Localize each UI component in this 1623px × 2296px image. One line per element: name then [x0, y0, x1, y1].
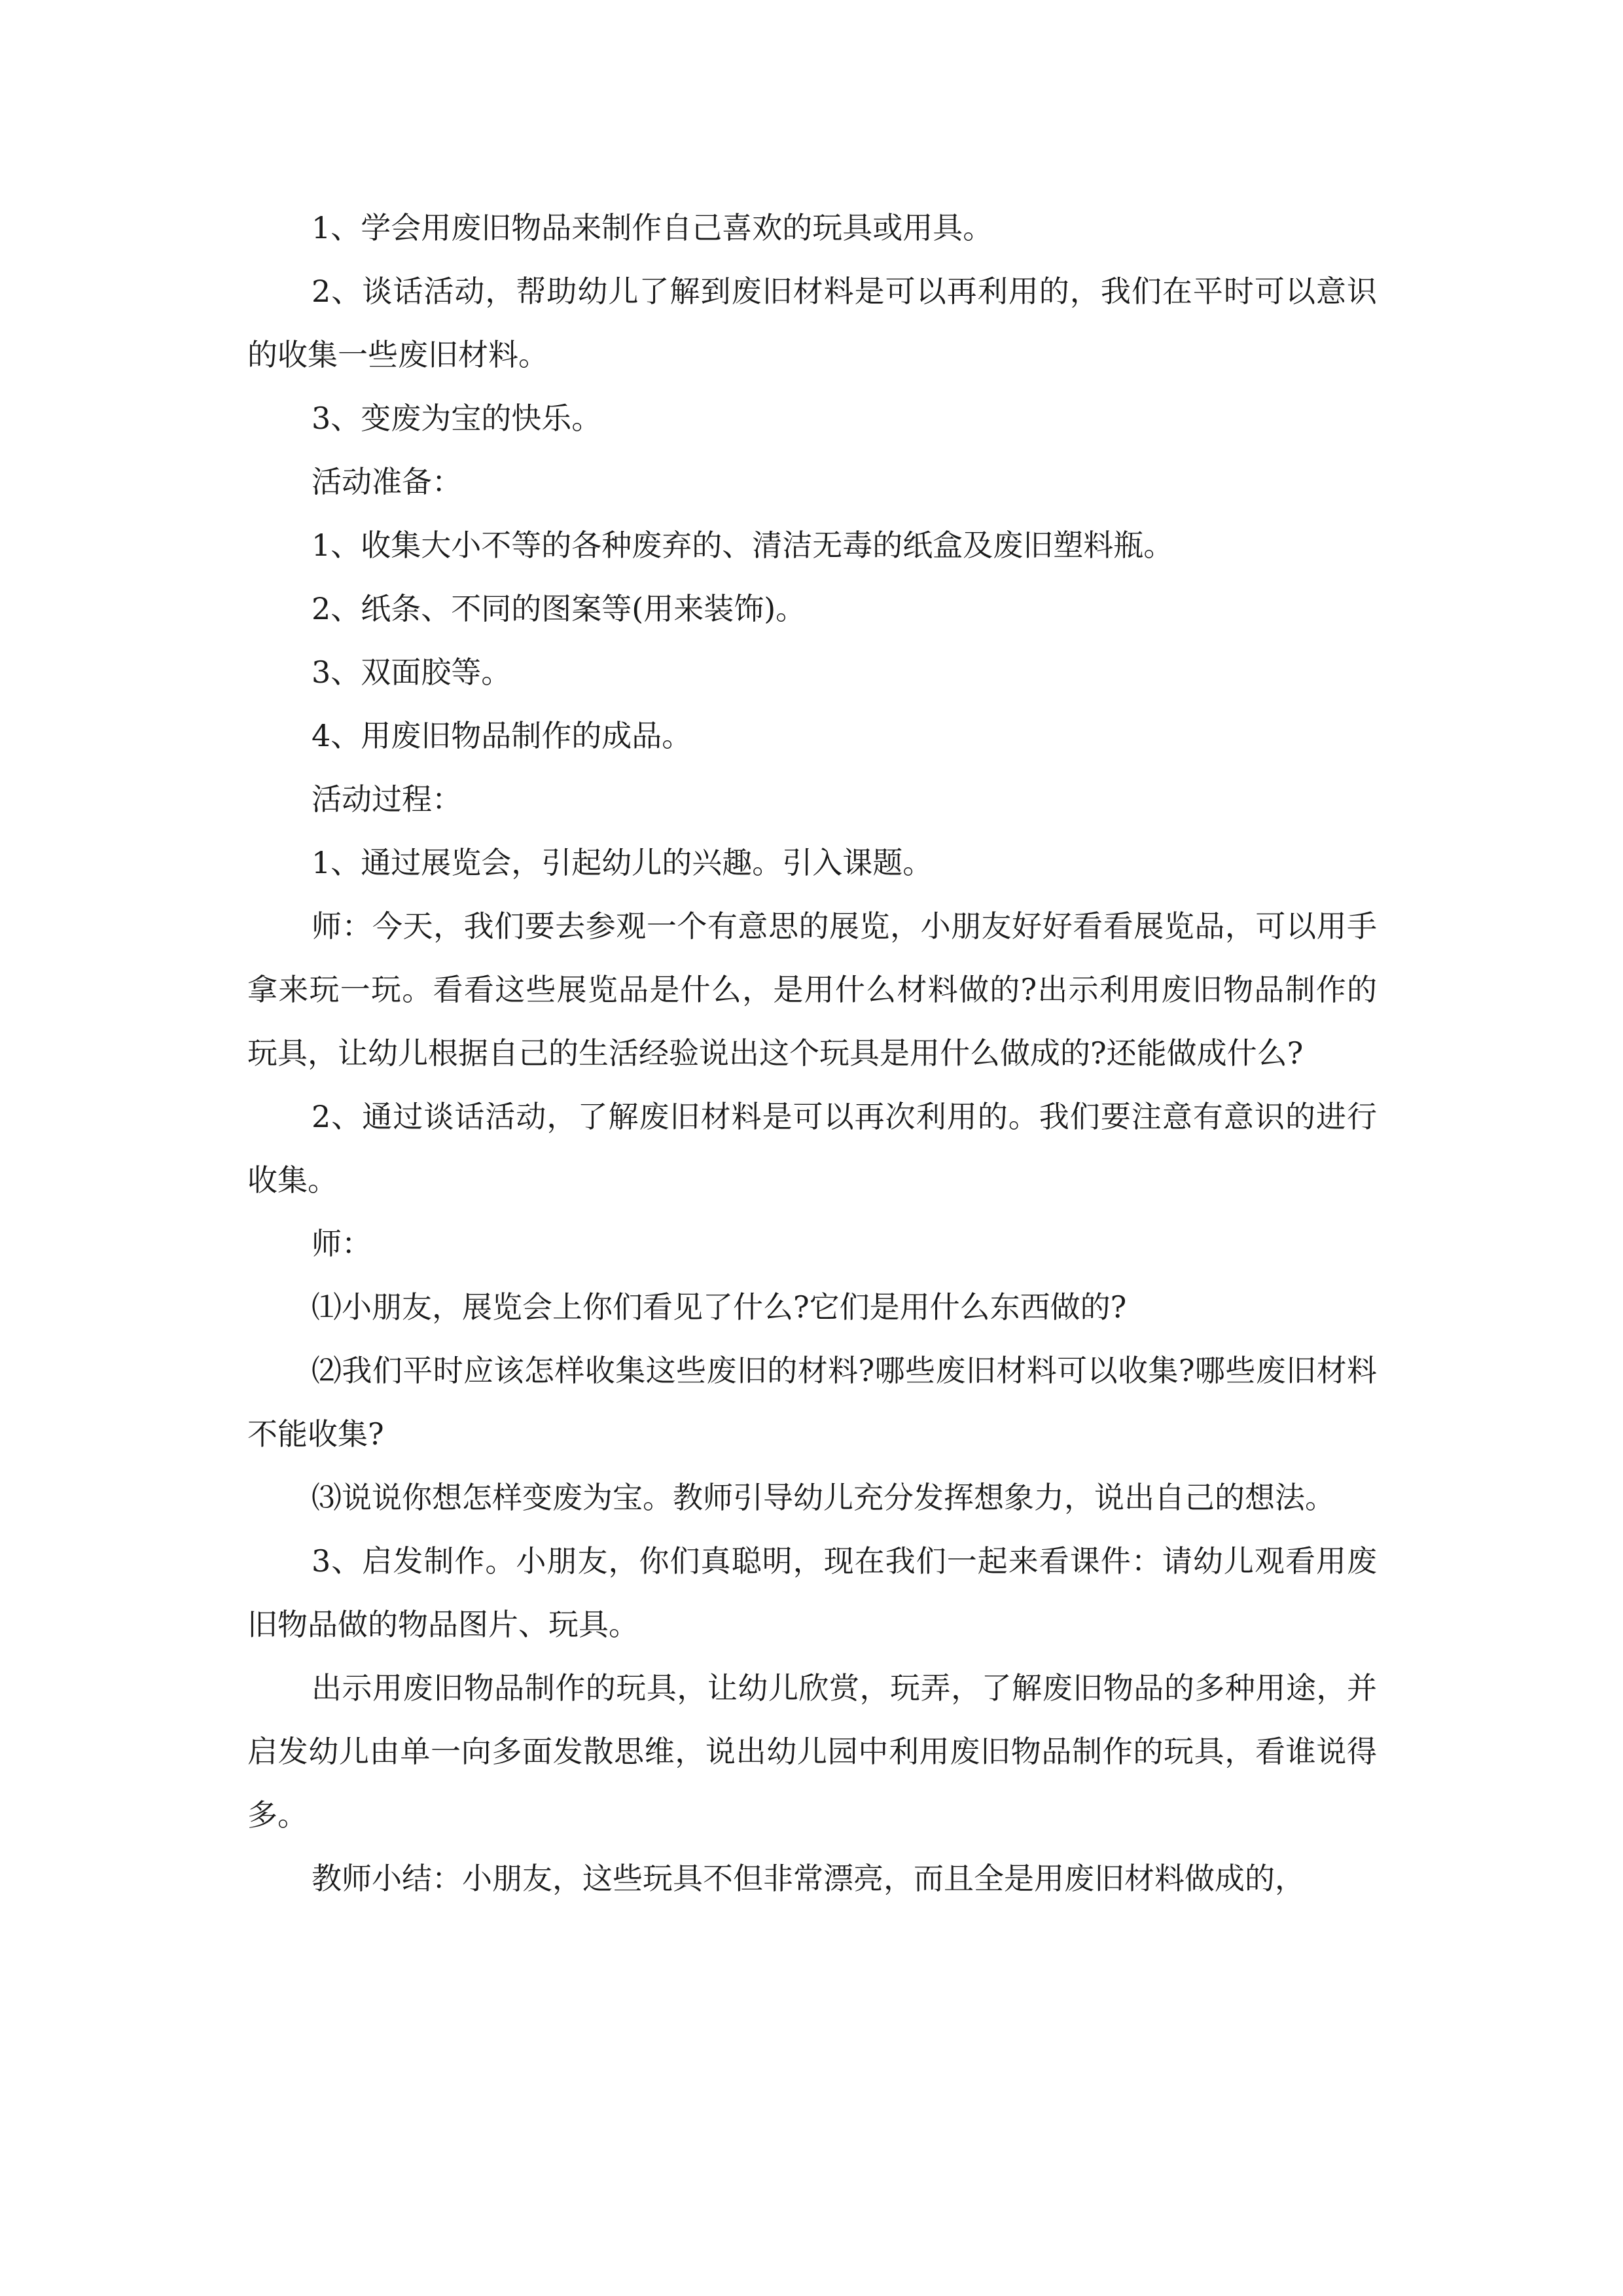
paragraph-question-3: ⑶说说你想怎样变废为宝。教师引导幼儿充分发挥想象力，说出自己的想法。: [312, 1480, 1335, 1515]
paragraph-goal-2: 2、谈话活动，帮助幼儿了解到废旧材料是可以再利用的，我们在平时可以意识的收集一些废旧材料。: [247, 274, 1377, 372]
document-body: [247, 196, 1377, 1910]
paragraph-display-toys: 出示用废旧物品制作的玩具，让幼儿欣赏，玩弄，了解废旧物品的多种用途，并启发幼儿由单一向多面发散思维，说出幼儿园中利用废旧物品制作的玩具，看谁说得多。: [247, 1670, 1377, 1833]
paragraph-step-2: 2、通过谈话活动，了解废旧材料是可以再次利用的。我们要注意有意识的进行收集。: [247, 1099, 1377, 1198]
section-heading-preparation: 活动准备：: [312, 464, 462, 499]
paragraph-goal-3: 3、变废为宝的快乐。: [312, 401, 602, 436]
paragraph-teacher-label: 师：: [312, 1226, 372, 1261]
paragraph-step-3: 3、启发制作。小朋友，你们真聪明，现在我们一起来看课件：请幼儿观看用废旧物品做的物品图片、玩具。: [247, 1543, 1377, 1642]
paragraph-question-1: ⑴小朋友，展览会上你们看见了什么?它们是用什么东西做的?: [312, 1289, 1127, 1325]
paragraph-teacher-summary: 教师小结：小朋友，这些玩具不但非常漂亮，而且全是用废旧材料做成的，: [312, 1861, 1305, 1896]
paragraph-prep-1: 1、收集大小不等的各种废弃的、清洁无毒的纸盒及废旧塑料瓶。: [312, 528, 1174, 563]
paragraph-teacher-intro: 师：今天，我们要去参观一个有意思的展览，小朋友好好看看展览品，可以用手拿来玩一玩。看看这些展览品是什么，是用什么材料做的?出示利用废旧物品制作的玩具，让幼儿根据自己的生活经验说出这个玩具是用什么做成的?还能做成什么?: [247, 908, 1377, 1071]
section-heading-process: 活动过程：: [312, 781, 462, 817]
paragraph-goal-1: 1、学会用废旧物品来制作自己喜欢的玩具或用具。: [312, 210, 993, 245]
paragraph-prep-3: 3、双面胶等。: [312, 655, 512, 690]
paragraph-prep-4: 4、用废旧物品制作的成品。: [312, 718, 692, 753]
paragraph-prep-2: 2、纸条、不同的图案等(用来装饰)。: [312, 591, 806, 626]
paragraph-step-1: 1、通过展览会，引起幼儿的兴趣。引入课题。: [312, 845, 933, 880]
paragraph-question-2: ⑵我们平时应该怎样收集这些废旧的材料?哪些废旧材料可以收集?哪些废旧材料不能收集?: [247, 1353, 1377, 1452]
